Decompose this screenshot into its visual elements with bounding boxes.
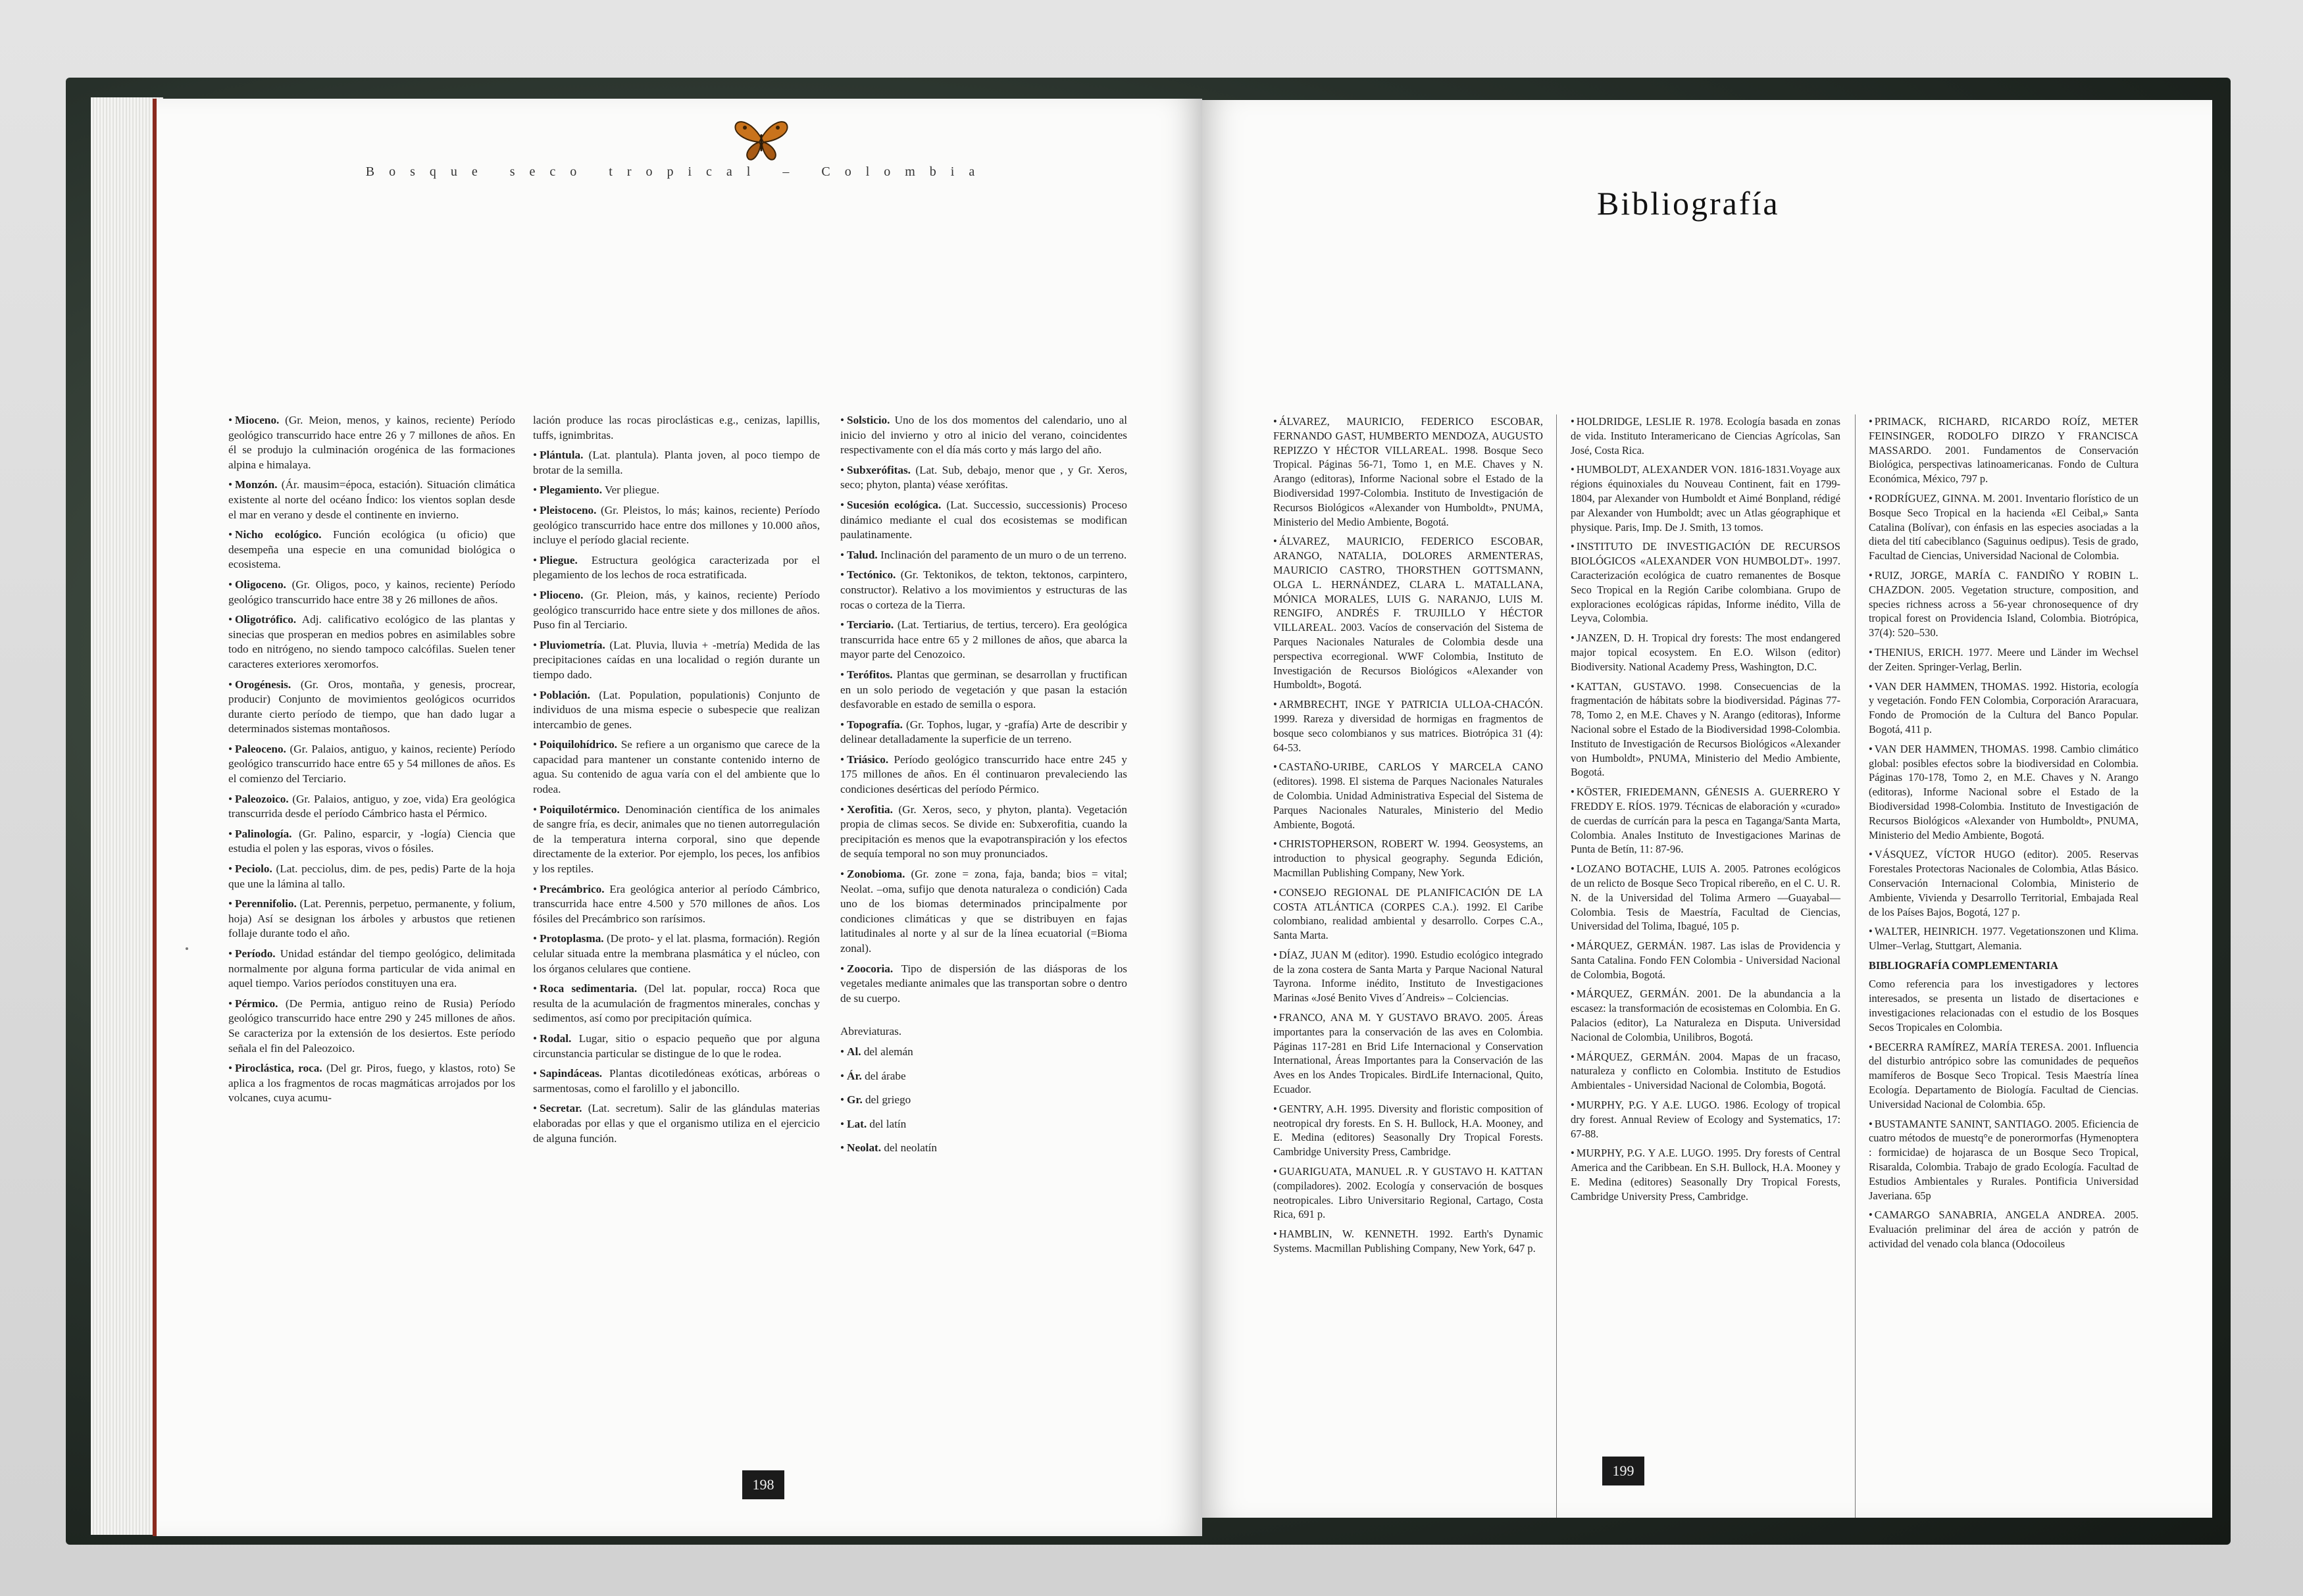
glossary-entry	[533, 483, 820, 498]
column-divider	[1556, 414, 1557, 1518]
glossary-term: Triásico.	[847, 753, 889, 766]
bibliography-entry	[1869, 568, 2138, 640]
glossary-definition: Plantas que germinan, se desarrollan y fructifican en un solo periodo de vegetación y que pasan la estación desfavorable en estado de semilla o espora.	[840, 668, 1127, 711]
glossary-term: Perennifolio.	[235, 897, 297, 910]
glossary-term: Poiquilotérmico.	[540, 803, 620, 816]
glossary-definition: (Gr. Tektonikos, de tekton, tektonos, carpintero, constructor). Relativo a los movimientos y estructuras de las rocas o corteza de la Tierra.	[840, 568, 1127, 611]
bullet-icon: •	[1869, 848, 1873, 861]
bibliography-text: FRANCO, ANA M. Y GUSTAVO BRAVO. 2005. Áreas importantes para la conservación de las aves en Colombia. Páginas 117-281 en Brid Life Internacional y Conservation International, Áreas Importantes para la Conservación de las Aves en los Andes Tropicales. BirdLife Internacional, Quito, Ecuador.	[1273, 1011, 1543, 1096]
glossary-entry	[533, 1066, 820, 1096]
glossary-term: Neolat.	[847, 1141, 882, 1155]
abbreviations-heading: Abreviaturas.	[840, 1025, 902, 1038]
bibliography-text: MÁRQUEZ, GERMÁN. 2001. De la abundancia a la escasez: la transformación de ecosistemas en Colombia. En G. Palacios (editor), La Naturaleza en Disputa. Universidad Nacional de Colombia, Unilibros, Bogotá.	[1571, 987, 1840, 1043]
glossary-definition: (Ár. mausim=época, estación). Situación climática existente al norte del océano Índico: los vientos soplan desde el mar en verano y desde el continente en invierno.	[228, 478, 515, 521]
bullet-icon: •	[1571, 987, 1575, 1001]
glossary-term: Zoocoria.	[847, 962, 894, 975]
glossary-definition: del alemán	[861, 1045, 913, 1058]
glossary-term: Subxerófitas.	[847, 463, 911, 476]
bibliography-entry	[1571, 1050, 1840, 1093]
bullet-icon: •	[1571, 1050, 1575, 1063]
bullet-icon: •	[1273, 761, 1277, 774]
glossary-entry	[228, 528, 515, 572]
bullet-icon: •	[1571, 1099, 1575, 1112]
bullet-icon: •	[1571, 540, 1575, 553]
glossary-definition: (Gr. zone = zona, faja, banda; bios = vital; Neolat. –oma, sufijo que denota naturaleza o condición) Cada uno de los biomas determinados principalmente por condiciones climáticas y que se distribuyen en fajas latitudinales al norte y al sur de la línea ecuatorial (=Bioma zonal).	[840, 868, 1127, 955]
glossary-term: Oligotrófico.	[235, 613, 297, 626]
glossary-definition: Período geológico transcurrido hace entre 245 y 175 millones de años. En él continuaron prevaleciendo las condiciones desérticas del período Pérmico.	[840, 753, 1127, 796]
glossary-term: Terófitos.	[847, 668, 893, 681]
glossary-term: Pérmico.	[235, 997, 278, 1010]
bibliography-text: CHRISTOPHERSON, ROBERT W. 1994. Geosystems, an introduction to physical geography. Segunda Edición, Macmillan Publishing Company, New York.	[1273, 837, 1543, 879]
bibliography-text: ÁLVAREZ, MAURICIO, FEDERICO ESCOBAR, ARANGO, NATALIA, DOLORES ARMENTERAS, MAURICIO CASTRO, THORSTHEN GOTTSMANN, OLGA L. HERNÁNDEZ, CLARA L. MATALLANA, MÓNICA MORALES, LUIS G. NARANJO, LUIS M. RENGIFO, ANDRÉS F. TRUJILLO Y HÉCTOR VILLAREAL. 2003. Vacíos de conservación del Sistema de Parques Nacionales Naturales de Colombia desde una perspectiva ecorregional. WWF Colombia, Instituto de Investigación de Recursos Biológicos «Alexander von Humboldt», Bogotá.	[1273, 535, 1543, 691]
bibliography-text: VAN DER HAMMEN, THOMAS. 1992. Historia, ecología y vegetación. Fondo FEN Colombia, Corporación Araracuara, Fondo de Promoción de la Cultura del Banco Popular. Bogotá, 411 p.	[1869, 680, 2138, 736]
glossary-definition: Lugar, sitio o espacio pequeño que por alguna circunstancia particular se distingue de lo que le rodea.	[533, 1032, 820, 1060]
glossary-definition: (De Permia, antiguo reino de Rusia) Período geológico transcurrido hace entre 290 y 245 millones de años. Se caracteriza por la extensión de los desiertos. Este período señala el fin del Paleozoico.	[228, 997, 515, 1055]
page-edge-stripe	[153, 99, 157, 1536]
glossary-term: Talud.	[847, 548, 878, 561]
bibliography-text: MÁRQUEZ, GERMÁN. 2004. Mapas de un fracaso, naturaleza y conflicto en Colombia. Instituto de Estudios Ambientales - Universidad Nacional de Colombia, Bogotá.	[1571, 1050, 1840, 1092]
glossary-term: Rodal.	[540, 1032, 572, 1045]
glossary-definition: (Gr. Palaios, antiguo, y kainos, reciente) Período geológico transcurrido hace entre 65 y 54 millones de años. Es el comienzo del Terciario.	[228, 742, 515, 786]
bullet-icon: •	[1571, 862, 1575, 876]
glossary-term: Ár.	[847, 1069, 862, 1082]
glossary-definition: Tipo de dispersión de las diásporas de los vegetales mediante animales que las transportan sobre o dentro de su cuerpo.	[840, 962, 1127, 1005]
glossary-term: Pleistoceno.	[540, 503, 597, 516]
bibliography-entry	[1273, 948, 1543, 1005]
bibliography-entry	[1869, 414, 2138, 486]
glossary-entry	[533, 737, 820, 797]
glossary-entry	[228, 413, 515, 472]
bibliography-entry	[1869, 1040, 2138, 1112]
glossary-definition: (Gr. Palino, esparcir, y -logía) Ciencia que estudia el polen y las esporas, vivos o fósiles.	[228, 827, 515, 855]
glossary-term: Sapindáceas.	[540, 1067, 603, 1080]
bibliography-entry	[1571, 1098, 1840, 1141]
glossary-term: Xerofitia.	[847, 803, 893, 816]
glossary-definition: del griego	[862, 1093, 911, 1107]
glossary-term: Precámbrico.	[540, 882, 605, 895]
bibliography-text: GUARIGUATA, MANUEL .R. Y GUSTAVO H. KATTAN (compiladores). 2002. Ecología y conservación de bosques neotropicales. Libro Universitario Regional, Cartago, Costa Rica, 691 p.	[1273, 1165, 1543, 1221]
glossary-term: Paleoceno.	[235, 742, 286, 755]
bibliography-entry	[1273, 534, 1543, 692]
glossary-entry	[533, 588, 820, 633]
bibliography-column-3	[1869, 414, 2138, 1257]
glossary-definition: (Lat. Sub, debajo, menor que , y Gr. Xeros, seco; phyton, planta) véase xerófitas.	[840, 463, 1127, 491]
bullet-icon: •	[1869, 1040, 1873, 1053]
glossary-term: Paleozoico.	[235, 792, 289, 805]
glossary-definition: (Lat. plantula). Planta joven, al poco tiempo de brotar de la semilla.	[533, 449, 820, 476]
bibliography-entry	[1273, 1102, 1543, 1159]
glossary-term: Peciolo.	[235, 862, 272, 876]
glossary-definition: (Lat. Pluvia, lluvia + -metría) Medida de las precipitaciones caídas en una localidad o región durante un tiempo dado.	[533, 638, 820, 681]
glossary-term: Pluviometría.	[540, 638, 605, 651]
glossary-term: Pliegue.	[540, 553, 578, 566]
bibliography-entry	[1869, 847, 2138, 919]
glossary-entry	[228, 947, 515, 991]
bibliography-entry	[1571, 987, 1840, 1044]
glossary-entry	[533, 932, 820, 976]
glossary-term: Solsticio.	[847, 414, 890, 426]
bibliography-text: VAN DER HAMMEN, THOMAS. 1998. Cambio climático global: posibles efectos sobre la biodiversidad en Colombia. Páginas 170-178, Tomo 2, en M.E. Chaves y N. Arango (editoras), Informe Nacional sobre el Estado de la Biodiversidad 1998-Colombia. Instituto de Investigación de Recursos Biológicos «Alexander von Humboldt», PNUMA, Ministerio del Medio Ambiente, Bogotá.	[1869, 742, 2138, 841]
bullet-icon: •	[1869, 415, 1873, 428]
glossary-entry	[228, 1061, 515, 1106]
complementary-intro: Como referencia para los investigadores y lectores interesados, se presenta un listado de disertaciones e investigaciones relacionadas con el estudio de los Bosques Secos Tropicales en Colombia.	[1869, 978, 2138, 1034]
bullet-icon: •	[1869, 1117, 1873, 1130]
bibliography-text: CONSEJO REGIONAL DE PLANIFICACIÓN DE LA COSTA ATLÁNTICA (CORPES C.A.). 1992. El Caribe colombiano, realidad ambiental y desarrollo. Corpes C.A., Santa Marta.	[1273, 885, 1543, 942]
glossary-term: Piroclástica, roca.	[235, 1062, 322, 1075]
bibliography-text: KATTAN, GUSTAVO. 1998. Consecuencias de la fragmentación de hábitats sobre la biodiversidad. Páginas 77-78, Tomo 2, en M.E. Chaves y N. Arango (editoras), Informe Nacional sobre el Estado de la Biodiversidad 1998-Colombia. Instituto de Investigación de Recursos Biológicos «Alexander von Humboldt», PNUMA, Ministerio del Medio Ambiente, Bogotá.	[1571, 680, 1840, 779]
glossary-entry	[228, 997, 515, 1056]
abbreviation-item	[840, 1117, 1127, 1132]
bullet-icon: •	[1869, 568, 1873, 582]
glossary-continuation: lación produce las rocas piroclásticas e.g., cenizas, lapillis, tuffs, ignimbritas.	[533, 414, 820, 441]
butterfly-icon	[732, 118, 791, 164]
glossary-entry	[840, 803, 1127, 862]
bullet-icon: •	[1571, 939, 1575, 953]
glossary-definition: (Lat. pecciolus, dim. de pes, pedis) Parte de la hoja que une la lámina al tallo.	[228, 862, 515, 890]
glossary-column-2	[533, 413, 820, 1151]
glossary-entry	[228, 678, 515, 737]
bullet-icon: •	[1869, 680, 1873, 693]
glossary-term: Oligoceno.	[235, 578, 286, 591]
glossary-entry	[228, 478, 515, 522]
bullet-icon: •	[1273, 1102, 1277, 1115]
glossary-definition: (Gr. Xeros, seco, y phyton, planta). Vegetación propia de climas secos. Se divide en: Subxerofitia, cuando la precipitación es menos que la evapotranspiración y los efectos de sequía temporal no son muy pronunciados.	[840, 803, 1127, 860]
glossary-term: Monzón.	[235, 478, 278, 491]
bullet-icon: •	[1571, 680, 1575, 693]
bibliography-entry	[1571, 539, 1840, 626]
glossary-definition: Adj. calificativo ecológico de las plantas y sinecias que prosperan en medios pobres en asimilables sobre todo en nitrógeno, no siendo tampoco calcófilas. Suelen tener caracteres exteriores xeromorfos.	[228, 613, 515, 670]
bullet-icon: •	[1273, 885, 1277, 899]
bullet-icon: •	[1273, 837, 1277, 851]
bullet-icon: •	[1273, 1228, 1277, 1241]
glossary-term: Nicho ecológico.	[235, 528, 322, 541]
bibliography-entry	[1273, 837, 1543, 880]
bullet-icon: •	[1571, 632, 1575, 645]
glossary-entry	[228, 897, 515, 941]
bibliography-text: BECERRA RAMÍREZ, MARÍA TERESA. 2001. Influencia del disturbio antrópico sobre las comunidades de pequeños mamíferos de Bosque Seco Tropical. Tesis Maestría línea Ecología. Departamento de Biología. Facultad de Ciencias. Universidad Nacional de Colombia. 65p.	[1869, 1040, 2138, 1110]
glossary-term: Poiquilohídrico.	[540, 738, 617, 751]
glossary-definition: (Gr. Oros, montaña, y genesis, procrear, producir) Conjunto de movimientos geológicos ocurridos durante cierto período de tiempo, que han dado lugar a determinados sistemas montañosos.	[228, 678, 515, 736]
bibliography-text: MURPHY, P.G. Y A.E. LUGO. 1986. Ecology of tropical dry forest. Annual Review of Ecology and Systematics, 17: 67-88.	[1571, 1099, 1840, 1140]
page-mark	[186, 947, 188, 950]
bullet-icon: •	[1571, 415, 1575, 428]
glossary-term: Roca sedimentaria.	[540, 982, 638, 995]
glossary-entry	[840, 548, 1127, 563]
bibliography-text: JANZEN, D. H. Tropical dry forests: The most endangered major topical ecosystem. En E.O. Wilson (editor) Biodiversity. National Academy Press, Washington, D.C.	[1571, 632, 1840, 673]
glossary-entry	[533, 803, 820, 877]
glossary-term: Gr.	[847, 1093, 863, 1107]
glossary-entry	[533, 1101, 820, 1146]
glossary-entry	[533, 688, 820, 733]
glossary-definition: (Lat. secretum). Salir de las glándulas materias elaboradas por ellas y que el organismo utiliza en el ejercicio de alguna función.	[533, 1102, 820, 1145]
glossary-entry	[533, 448, 820, 478]
glossary-entry	[533, 638, 820, 683]
bibliography-entry	[1869, 491, 2138, 563]
glossary-entry	[840, 867, 1127, 957]
glossary-entry	[840, 668, 1127, 712]
glossary-definition: del neolatín	[881, 1141, 938, 1155]
bibliography-entry	[1273, 760, 1543, 832]
glossary-term: Orogénesis.	[235, 678, 291, 691]
bibliography-entry	[1571, 631, 1840, 674]
bibliography-text: WALTER, HEINRICH. 1977. Vegetationszonen und Klima. Ulmer–Verlag, Stuttgart, Alemania.	[1869, 925, 2138, 953]
bullet-icon: •	[1869, 645, 1873, 659]
glossary-definition: Era geológica anterior al período Cámbrico, transcurrida hace entre 4.500 y 570 millones de años. Los fósiles del Precámbrico son rarísimos.	[533, 882, 820, 925]
glossary-column-3	[840, 413, 1127, 1165]
glossary-term: Plegamiento.	[540, 484, 603, 497]
glossary-definition: Se refiere a un organismo que carece de la capacidad para mantener un constante contenido interno de agua. Su contenido de agua varía con el del ambiente que lo rodea.	[533, 738, 820, 796]
glossary-term: Tectónico.	[847, 568, 896, 582]
bibliography-entry	[1273, 885, 1543, 943]
glossary-term: Zonobioma.	[847, 868, 905, 881]
glossary-definition: Denominación científica de los animales de sangre fría, es decir, animales que no tienen autorregulación de la temperatura interna corporal, sino que depende directamente de la exterior. Por ejemplo, los peces, los anfibios y los reptiles.	[533, 803, 820, 876]
glossary-entry	[840, 568, 1127, 612]
glossary-entry	[533, 503, 820, 548]
glossary-definition: (Del lat. popular, rocca) Roca que resulta de la acumulación de fragmentos minerales, conchas y sedimentos, así como por precipitación química.	[533, 982, 820, 1025]
bullet-icon: •	[1273, 948, 1277, 961]
bullet-icon: •	[1273, 698, 1277, 711]
bullet-icon: •	[1273, 1165, 1277, 1178]
glossary-definition: (Lat. Population, populationis) Conjunto de individuos de una misma especie o subespecie que realizan intercambio de genes.	[533, 688, 820, 731]
bullet-icon: •	[1869, 925, 1873, 938]
glossary-definition: (Gr. Palaios, antiguo, y zoe, vida) Era geológica transcurrida desde el período Cámbrico hasta el Pérmico.	[228, 792, 515, 820]
glossary-term: Mioceno.	[235, 414, 280, 426]
bibliography-entry	[1869, 1117, 2138, 1203]
glossary-definition: Función ecológica (u oficio) que desempeña una especie en una comunidad biológica o ecosistema.	[228, 528, 516, 571]
bibliography-text: GENTRY, A.H. 1995. Diversity and floristic composition of neotropical dry forests. En S. H. Bullock, H.A. Mooney, and E. Medina (editores) Seasonally Dry Tropical Forests. Cambridge University Press, Cambridge.	[1273, 1102, 1543, 1159]
bibliography-column-1	[1273, 414, 1543, 1261]
bibliography-text: MÁRQUEZ, GERMÁN. 1987. Las islas de Providencia y Santa Catalina. Fondo FEN Colombia - Universidad Nacional de Colombia, Bogotá.	[1571, 939, 1840, 981]
glossary-column-1	[228, 413, 515, 1111]
glossary-definition: (Del gr. Piros, fuego, y klastos, roto) Se aplica a los fragmentos de rocas magmáticas arrojados por los volcanes, cuya acumu-	[228, 1062, 515, 1105]
glossary-entry	[228, 578, 515, 607]
glossary-entry	[533, 1032, 820, 1061]
glossary-term: Secretar.	[540, 1102, 582, 1115]
glossary-term: Población.	[540, 688, 590, 701]
glossary-definition: Estructura geológica caracterizada por el plegamiento de los lechos de roca estratificada.	[533, 553, 820, 582]
page-number: 199	[1602, 1457, 1644, 1485]
glossary-definition: del latín	[867, 1117, 907, 1130]
page-title: Bibliografía	[1597, 185, 1780, 222]
bibliography-text: THENIUS, ERICH. 1977. Meere und Länder im Wechsel der Zeiten. Springer-Verlag, Berlin.	[1869, 645, 2138, 673]
bibliography-entry	[1571, 462, 1840, 534]
right-page	[1202, 100, 2212, 1518]
running-head: Bosque seco tropical – Colombia	[365, 164, 990, 179]
bibliography-text: LOZANO BOTACHE, LUIS A. 2005. Patrones ecológicos de un relicto de Bosque Seco Tropical ribereño, en el C. U. R. N. de la Universidad del Tolima Armero —Guayabal— Colombia. Tesis de Maestría, Facultad de Ciencias, Universidad del Tolima, Ibagué, 105 p.	[1571, 862, 1840, 933]
glossary-entry	[533, 553, 820, 583]
glossary-term: Terciario.	[847, 618, 894, 632]
glossary-definition: (Gr. Tophos, lugar, y -grafía) Arte de describir y delinear detalladamente la superficie de un terreno.	[840, 718, 1127, 746]
glossary-entry	[228, 742, 515, 787]
bibliography-entry	[1273, 1164, 1543, 1222]
glossary-definition: (Gr. Meion, menos, y kainos, reciente) Período geológico transcurrido hace entre 26 y 7 millones de años. En él se produjo la culminación orogénica de las formaciones alpina e himalaya.	[228, 414, 515, 471]
bibliography-text: HAMBLIN, W. KENNETH. 1992. Earth's Dynamic Systems. Macmillan Publishing Company, New York, 647 p.	[1273, 1228, 1543, 1255]
bullet-icon: •	[1571, 786, 1575, 799]
bullet-icon: •	[1273, 1011, 1277, 1024]
bibliography-text: HUMBOLDT, ALEXANDER VON. 1816-1831.Voyage aux régions équinoxiales du Nouveau Continent, fait en 1799-1804, par Alexander von Humboldt et Aimé Bonpland, rédigé par Alexander von Humboldt; avec un Atlas géographique et physique. Paris, Imp. De J. Smith, 13 tomos.	[1571, 463, 1840, 534]
bibliography-entry	[1273, 697, 1543, 755]
bibliography-column-2	[1571, 414, 1840, 1209]
bullet-icon: •	[1869, 491, 1873, 505]
bullet-icon: •	[1869, 1209, 1873, 1222]
bibliography-text: VÁSQUEZ, VÍCTOR HUGO (editor). 2005. Reservas Forestales Protectoras Nacionales de Colombia, Atlas Básico. Conservación Internacional Colombia, Ministerio de Ambiente, Vivienda y Desarrollo Territorial, Embajada Real de los Países Bajos, Bogotá, 127 p.	[1869, 848, 2138, 918]
bibliography-entry	[1571, 862, 1840, 934]
glossary-definition: Plantas dicotiledóneas exóticas, arbóreas o sarmentosas, como el farolillo y el jaboncillo.	[533, 1067, 820, 1095]
page-number: 198	[742, 1470, 784, 1499]
bullet-icon: •	[1273, 535, 1277, 548]
bibliography-text: DÍAZ, JUAN M (editor). 1990. Estudio ecológico integrado de la zona costera de Santa Marta y Parque Nacional Natural Tayrona. Informe inédito, Instituto de Investigaciones Marinas «José Benito Vives d´Andreis» – Colciencias.	[1273, 948, 1543, 1005]
glossary-term: Al.	[847, 1045, 861, 1058]
glossary-entry	[840, 718, 1127, 747]
bibliography-entry	[1571, 680, 1840, 780]
bibliography-text: PRIMACK, RICHARD, RICARDO ROÍZ, METER FEINSINGER, RODOLFO DIRZO Y FRANCISCA MASSARDO. 2001. Fundamentos de Conservación Biológica, perspectivas latinoamericanas. Fondo de Cultura Económica, México, 797 p.	[1869, 415, 2138, 486]
glossary-entry	[840, 618, 1127, 662]
glossary-entry	[228, 827, 515, 857]
glossary-entry	[840, 413, 1127, 458]
glossary-definition: Ver pliegue.	[602, 484, 660, 497]
glossary-entry	[840, 463, 1127, 493]
bibliography-text: RODRÍGUEZ, GINNA. M. 2001. Inventario florístico de un Bosque Seco Tropical en la hacienda «El Ceibal,» Santa Catalina (Bolívar), con énfasis en las especies asociadas a la dieta del tití cabeciblanco (Saguinus oedipus). Tesis de grado, Facultad de Ciencias, Universidad Nacional de Colombia.	[1869, 491, 2138, 562]
bibliography-text: ARMBRECHT, INGE Y PATRICIA ULLOA-CHACÓN. 1999. Rareza y diversidad de hormigas en fragmentos de bosque seco colombianos y sus matrices. Biotrópica 31 (4): 64-53.	[1273, 698, 1543, 754]
bullet-icon: •	[1571, 463, 1575, 476]
glossary-definition: (De proto- y el lat. plasma, formación). Región celular situada entre la membrana plasmática y el núcleo, con los órganos celulares que contiene.	[533, 932, 820, 975]
abbreviation-item	[840, 1069, 1127, 1084]
column-divider	[1855, 414, 1856, 1518]
glossary-definition: Uno de los dos momentos del calendario, uno al inicio del invierno y otro al inicio del verano, coincidentes respectivamente con el día más corto y más largo del año.	[840, 414, 1127, 457]
glossary-definition: (Lat. Tertiarius, de tertius, tercero). Era geológica transcurrida hace entre 65 y 2 millones de años, que abarca la mayor parte del Cenozoico.	[840, 618, 1127, 661]
abbreviation-item	[840, 1093, 1127, 1108]
glossary-term: Topografía.	[847, 718, 903, 731]
glossary-definition: (Gr. Pleion, más, y kainos, reciente) Período geológico transcurrido hace entre siete y dos millones de años. Puso fin al Terciario.	[533, 588, 820, 632]
abbreviation-item	[840, 1045, 1127, 1060]
glossary-entry	[228, 792, 515, 822]
glossary-entry	[533, 982, 820, 1026]
glossary-entry	[840, 753, 1127, 797]
left-page	[153, 99, 1202, 1536]
bibliography-entry	[1869, 1208, 2138, 1251]
glossary-definition: Inclinación del paramento de un muro o de un terreno.	[877, 548, 1127, 561]
bullet-icon: •	[1273, 415, 1277, 428]
bibliography-text: RUIZ, JORGE, MARÍA C. FANDIÑO Y ROBIN L. CHAZDON. 2005. Vegetation structure, composition, and species richness across a 56-year chronosequence of dry tropical forest on Providencia Island, Colombia. Biotrópica, 37(4): 520–530.	[1869, 568, 2138, 639]
glossary-definition: (Gr. Oligos, poco, y kainos, reciente) Período geológico transcurrido hace entre 38 y 26 millones de años.	[228, 578, 515, 606]
glossary-definition: del árabe	[861, 1069, 906, 1082]
glossary-term: Sucesión ecológica.	[847, 498, 942, 511]
glossary-entry	[228, 612, 515, 672]
glossary-term: Plántula.	[540, 449, 584, 462]
bibliography-text: CASTAÑO-URIBE, CARLOS Y MARCELA CANO (editores). 1998. El sistema de Parques Nacionales Naturales de Colombia. Unidad Administrativa Especial del Sistema de Parques Nacionales Naturales, Ministerio del Medio Ambiente, Bogotá.	[1273, 761, 1543, 831]
bibliography-entry	[1571, 414, 1840, 457]
bibliography-entry	[1869, 742, 2138, 843]
glossary-entry	[533, 882, 820, 927]
glossary-term: Período.	[235, 947, 276, 960]
complementary-heading: BIBLIOGRAFÍA COMPLEMENTARIA	[1869, 959, 2058, 972]
glossary-term: Protoplasma.	[540, 932, 604, 945]
glossary-term: Lat.	[847, 1117, 867, 1130]
glossary-entry	[840, 962, 1127, 1007]
bibliography-text: KÖSTER, FRIEDEMANN, GÉNESIS A. GUERRERO Y FREDDY E. RÍOS. 1979. Técnicas de elaboración y «curado» de cuerdas de currícán para la pesca en Taganga/Santa Marta, Colombia. Anales Instituto de Investigaciones Marinas de Punta de Betín, 11: 87-96.	[1571, 786, 1840, 856]
bibliography-entry	[1571, 785, 1840, 857]
glossary-definition: (Lat. Successio, successionis) Proceso dinámico mediante el cual dos ecosistemas se modifican paulatinamente.	[840, 498, 1127, 541]
glossary-definition: (Gr. Pleistos, lo más; kainos, reciente) Período geológico transcurrido hace entre dos millones y 10.000 años, incluye el período glacial reciente.	[533, 503, 820, 547]
bibliography-entry	[1273, 1010, 1543, 1097]
bibliography-entry	[1869, 924, 2138, 953]
bibliography-entry	[1571, 939, 1840, 982]
bullet-icon: •	[1869, 742, 1873, 755]
bibliography-entry	[1869, 645, 2138, 674]
glossary-entry	[228, 862, 515, 891]
bibliography-entry	[1273, 414, 1543, 529]
glossary-definition: (Lat. Perennis, perpetuo, permanente, y folium, hoja) Así se designan los árboles y arbustos que retienen follaje durante todo el año.	[228, 897, 515, 940]
glossary-term: Palinología.	[235, 827, 292, 840]
bibliography-entry	[1571, 1146, 1840, 1203]
bibliography-text: MURPHY, P.G. Y A.E. LUGO. 1995. Dry forests of Central America and the Caribbean. En S.H. Bullock, H.A. Mooney y E. Medina (editores) Seasonally Dry Tropical Forests, Cambridge University Press, Cambridge.	[1571, 1147, 1840, 1203]
glossary-term: Plioceno.	[540, 588, 584, 601]
bibliography-text: HOLDRIDGE, LESLIE R. 1978. Ecología basada en zonas de vida. Instituto Interamericano de Ciencias Agrícolas, San José, Costa Rica.	[1571, 415, 1840, 457]
abbreviation-item	[840, 1141, 1127, 1156]
bibliography-text: ÁLVAREZ, MAURICIO, FEDERICO ESCOBAR, FERNANDO GAST, HUMBERTO MENDOZA, AUGUSTO REPIZZO Y HÉCTOR VILLAREAL. 1998. Bosque Seco Tropical. Páginas 56-71, Tomo 1, en M.E. Chaves y N. Arango (editoras), Informe Nacional sobre el Estado de la Biodiversidad 1997-Colombia. Instituto de Investigación de Recursos Biológicos «Alexander von Humboldt», PNUMA, Ministerio del Medio Ambiente, Bogotá.	[1273, 415, 1543, 528]
bibliography-text: INSTITUTO DE INVESTIGACIÓN DE RECURSOS BIOLÓGICOS «ALEXANDER VON HUMBOLDT». 1997. Caracterización ecológica de cuatro remanentes de Bosque Seco Tropical en la Región Caribe colombiana. Grupo de exploraciones ecológicas rápidas, Informe inédito, Villa de Leyva, Colombia.	[1571, 540, 1840, 625]
bibliography-text: CAMARGO SANABRIA, ANGELA ANDREA. 2005. Evaluación preliminar del área de acción y patrón de actividad del venado cola blanca (Odocoileus	[1869, 1209, 2138, 1251]
bibliography-text: BUSTAMANTE SANINT, SANTIAGO. 2005. Eficiencia de cuatro métodos de muestq°e de ponerormorfas (Hymenoptera : formicidae) de hojarasca de un Bosque Seco Tropical, Risaralda, Colombia. Trabajo de grado Ecología. Facultad de Estudios Ambientales y Rurales. Pontificia Universidad Javeriana. 65p	[1869, 1117, 2138, 1202]
bibliography-entry	[1869, 680, 2138, 737]
bullet-icon: •	[1571, 1147, 1575, 1160]
bibliography-entry	[1273, 1227, 1543, 1256]
glossary-entry	[840, 498, 1127, 543]
glossary-definition: Unidad estándar del tiempo geológico, delimitada normalmente por alguna forma particular de vida animal en aquel tiempo. Varios períodos constituyen una era.	[228, 947, 515, 990]
